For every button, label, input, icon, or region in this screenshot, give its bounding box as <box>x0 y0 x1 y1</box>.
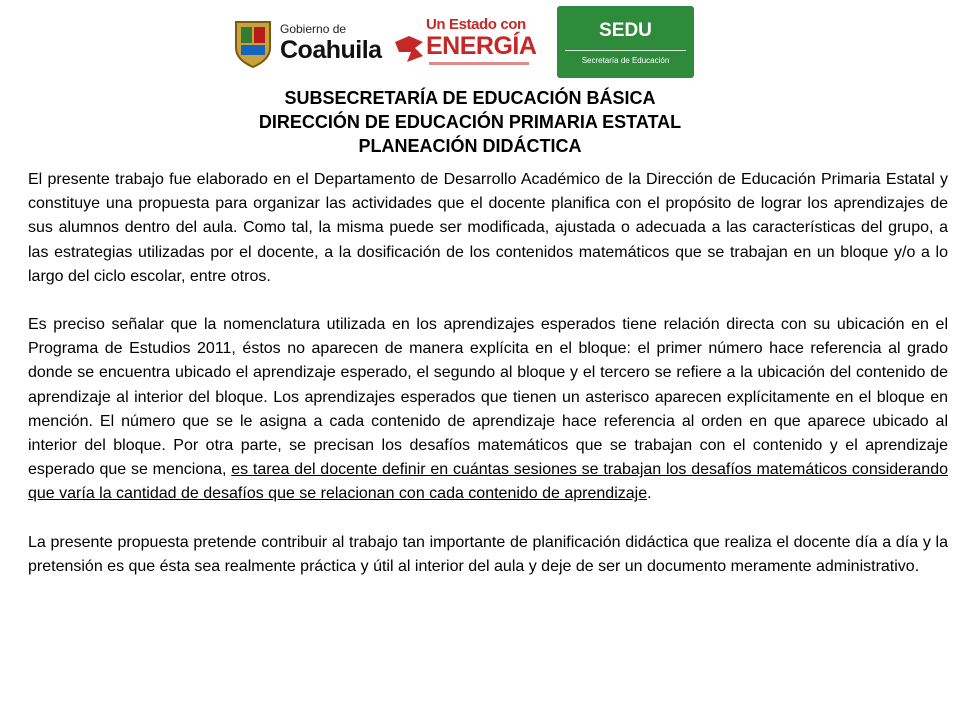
logo-bar <box>0 6 960 82</box>
coahuila-wordmark <box>280 22 382 64</box>
document-body <box>28 168 948 603</box>
paragraph-2 <box>28 313 948 507</box>
energia-line2: ENERGÍA <box>426 32 537 60</box>
paragraph-3: La presente propuesta pretende contribuir al trabajo tan importante de planificación didáctica que realiza el docente día a día y la pretensión es que ésta sea realmente práctica y útil al interior del aula y deje de ser un documento meramente administrativo. <box>28 533 948 575</box>
energia-logo <box>393 16 537 72</box>
sedu-subtitle: Secretaría de Educación <box>581 56 670 65</box>
coahuila-logo <box>232 18 382 70</box>
coahuila-line1: Gobierno de <box>280 22 347 36</box>
sedu-title: SEDU <box>599 20 652 41</box>
heading-line-3: PLANEACIÓN DIDÁCTICA <box>358 136 582 156</box>
paragraph-2-text: Es preciso señalar que la nomenclatura utilizada en los aprendizajes esperados tiene relación directa con su ubicación en el Programa de Estudios 2011, éstos no aparecen de manera explícita en el bloque: el primer número hace referencia al grado donde se encuentra ubicado el aprendizaje esperado, el segundo al bloque y el tercero se refiere a la ubicación del contenido de aprendizaje al interior del bloque. Los aprendizajes esperados que tienen un asterisco aparecen explícitamente en el bloque en mención. El número que se le asigna a cada contenido de aprendizaje hace referencia al orden en que aparece ubicado al interior del bloque. Por otra parte, se precisan los desafíos matemáticos que se trabajan con el contenido y el aprendizaje esperado que se menciona, <box>28 316 948 479</box>
heading-line-2: DIRECCIÓN DE EDUCACIÓN PRIMARIA ESTATAL <box>258 112 682 132</box>
coahuila-shield-icon <box>232 18 274 68</box>
energia-tagline-bar <box>429 62 529 65</box>
energia-mark-icon <box>393 34 425 64</box>
heading-line-1: SUBSECRETARÍA DE EDUCACIÓN BÁSICA <box>284 88 656 108</box>
paragraph-1: El presente trabajo fue elaborado en el Departamento de Desarrollo Académico de la Dirección de Educación Primaria Estatal y constituye una propuesta para organizar las actividades que el docente planifica con el propósito de lograr los aprendizajes de sus alumnos dentro del aula. Como tal, la misma puede ser modificada, ajustada o adecuada a las características del grupo, a las estrategias utilizadas por el docente, a la dosificación de los contenidos matemáticos que se trabajan en un bloque y/o a lo largo del ciclo escolar, entre otros. <box>28 171 948 285</box>
document-heading <box>0 86 940 158</box>
paragraph-2-underlined-text: es tarea del docente definir en cuántas sesiones se trabajan los desafíos matemáticos considerando que varía la cantidad de desafíos que se relacionan con cada contenido de aprendizaje <box>28 461 948 503</box>
sedu-divider <box>565 50 686 51</box>
sedu-logo <box>557 6 694 78</box>
coahuila-line2: Coahuila <box>280 36 382 64</box>
paragraph-2-end: . <box>647 485 652 503</box>
energia-line1: Un Estado con <box>426 16 526 33</box>
